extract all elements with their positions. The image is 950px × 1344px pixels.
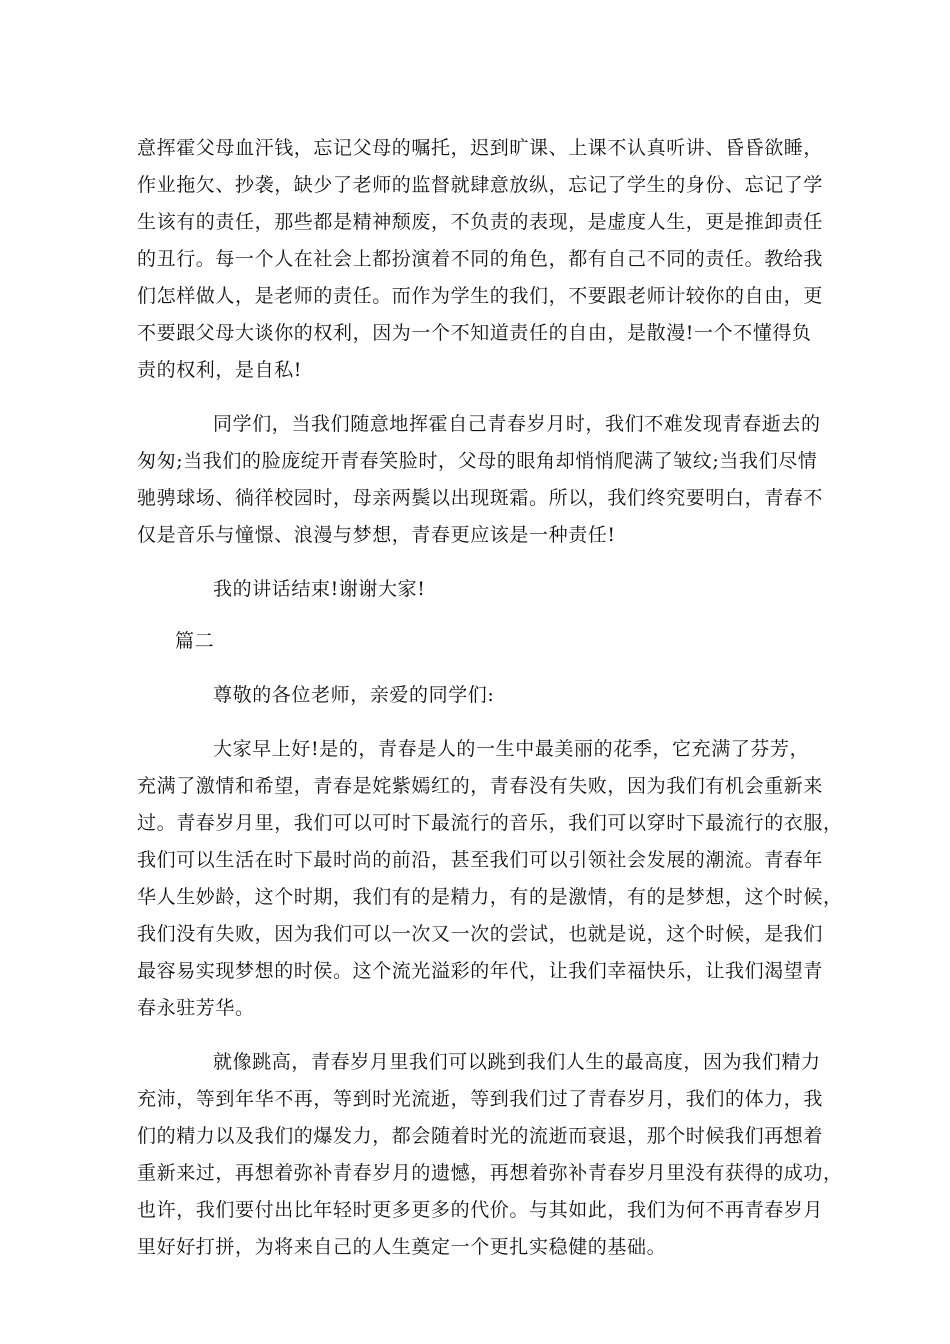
paragraph-line: 作业拖欠、抄袭，缺少了老师的监督就肆意放纵，忘记了学生的身份、忘记了学 <box>137 174 824 196</box>
paragraph-line: 我们没有失败，因为我们可以一次又一次的尝试，也就是说，这个时候，是我们 <box>137 923 824 945</box>
paragraph-line: 仅是音乐与憧憬、浪漫与梦想，青春更应该是一种责任! <box>137 524 616 546</box>
paragraph-line: 也许，我们要付出比年轻时更多更多的代价。与其如此，我们为何不再青春岁月 <box>137 1199 824 1221</box>
paragraph-line: 生该有的责任，那些都是精神颓废，不负责的表现，是虚度人生，更是推卸责任 <box>137 211 824 233</box>
paragraph-line: 驰骋球场、徜徉校园时，母亲两鬓以出现斑霜。所以，我们终究要明白，青春不 <box>137 487 824 509</box>
paragraph-line: 就像跳高，青春岁月里我们可以跳到我们人生的最高度，因为我们精力 <box>213 1051 821 1073</box>
paragraph-line: 责的权利，是自私! <box>137 359 303 381</box>
paragraph-line: 最容易实现梦想的时侯。这个流光溢彩的年代，让我们幸福快乐，让我们渴望青 <box>137 960 824 982</box>
paragraph-line: 匆匆;当我们的脸庞绽开青春笑脸时，父母的眼角却悄悄爬满了皱纹;当我们尽情 <box>137 450 818 472</box>
paragraph-line: 重新来过，再想着弥补青春岁月的遗憾，再想着弥补青春岁月里没有获得的成功， <box>137 1162 843 1184</box>
paragraph-line: 意挥霍父母血汗钱，忘记父母的嘱托，迟到旷课、上课不认真听讲、昏昏欲睡， <box>137 137 824 159</box>
paragraph-line: 同学们，当我们随意地挥霍自己青春岁月时，我们不难发现青春逝去的 <box>213 413 821 435</box>
closing-line: 我的讲话结束!谢谢大家! <box>213 578 426 600</box>
paragraph-line: 充满了激情和希望，青春是姹紫嫣红的，青春没有失败，因为我们有机会重新来 <box>137 775 824 797</box>
paragraph-line: 里好好打拼，为将来自己的人生奠定一个更扎实稳健的基础。 <box>137 1236 667 1258</box>
paragraph-line: 充沛，等到年华不再，等到时光流逝，等到我们过了青春岁月，我们的体力，我 <box>137 1088 824 1110</box>
paragraph-line: 华人生妙龄，这个时期，我们有的是精力，有的是激情，有的是梦想，这个时候， <box>137 886 843 908</box>
paragraph-line: 大家早上好!是的，青春是人的一生中最美丽的花季，它充满了芬芳， <box>213 738 810 760</box>
paragraph-line: 们的精力以及我们的爆发力，都会随着时光的流逝而衰退，那个时候我们再想着 <box>137 1125 824 1147</box>
paragraph-line: 春永驻芳华。 <box>137 997 255 1019</box>
paragraph-line: 的丑行。每一个人在社会上都扮演着不同的角色，都有自己不同的责任。教给我 <box>137 248 824 270</box>
paragraph-line: 过。青春岁月里，我们可以可时下最流行的音乐，我们可以穿时下最流行的衣服， <box>137 812 843 834</box>
salutation-line: 尊敬的各位老师，亲爱的同学们: <box>213 684 495 706</box>
section-heading: 篇二 <box>175 630 215 652</box>
paragraph-line: 我们可以生活在时下最时尚的前沿，甚至我们可以引领社会发展的潮流。青春年 <box>137 849 824 871</box>
paragraph-line: 不要跟父母大谈你的权利，因为一个不知道责任的自由，是散漫!一个不懂得负 <box>137 322 812 344</box>
paragraph-line: 们怎样做人，是老师的责任。而作为学生的我们，不要跟老师计较你的自由，更 <box>137 285 824 307</box>
